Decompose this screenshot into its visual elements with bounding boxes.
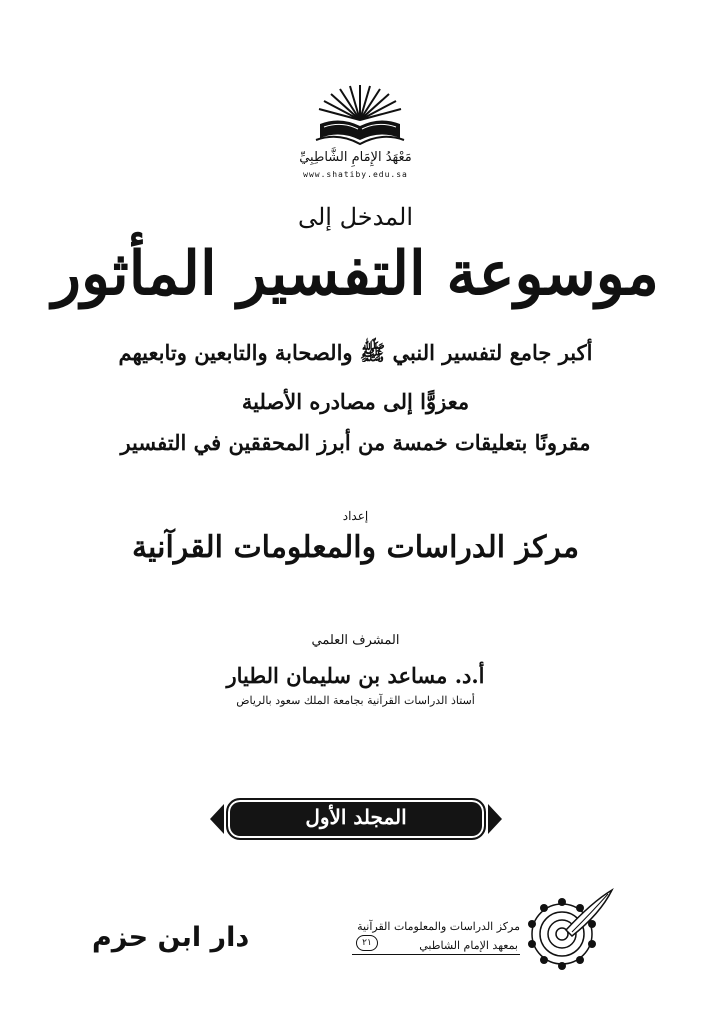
- footer-institute-name: بمعهد الإمام الشاطبي: [419, 939, 518, 952]
- subtitle-line-3: مقرونًا بتعليقات خمسة من أبرز المحققين في التفسير: [120, 430, 591, 455]
- subtitle-line-1: أكبر جامع لتفسير النبي ﷺ والصحابة والتابعين وتابعيهم: [118, 340, 593, 365]
- series-number-badge: ٢١: [356, 935, 378, 951]
- institute-logo: [290, 80, 430, 200]
- footer-center-name: مركز الدراسات والمعلومات القرآنية: [357, 920, 520, 933]
- preparing-center-name: مركز الدراسات والمعلومات القرآنية: [131, 530, 580, 565]
- supervisor-name: أ.د. مساعد بن سليمان الطيار: [226, 663, 485, 688]
- quill-rosette-icon: [522, 884, 616, 978]
- volume-banner: [204, 794, 508, 844]
- prepared-by-label: إعداد: [342, 509, 369, 523]
- subtitle-line-2: معزوًّا إلى مصادره الأصلية: [241, 389, 470, 414]
- publisher-name: دار ابن حزم: [92, 922, 250, 953]
- open-book-sunburst-icon: [290, 80, 430, 150]
- supervisor-title: أستاذ الدراسات القرآنية بجامعة الملك سعود بالرياض: [236, 694, 475, 707]
- institute-logo-caption: مَعْهَدُ الإِمَامِ الشَّاطِبِيِّ: [299, 150, 412, 165]
- institute-website-url: www.shatiby.edu.sa: [303, 170, 408, 179]
- volume-label: المجلد الأول: [305, 805, 407, 829]
- book-title: موسوعة التفسير المأثور: [52, 239, 659, 309]
- footer-divider: [352, 954, 520, 955]
- center-emblem: [522, 884, 616, 978]
- intro-heading: المدخل إلى: [297, 203, 414, 231]
- supervisor-label: المشرف العلمي: [311, 633, 400, 648]
